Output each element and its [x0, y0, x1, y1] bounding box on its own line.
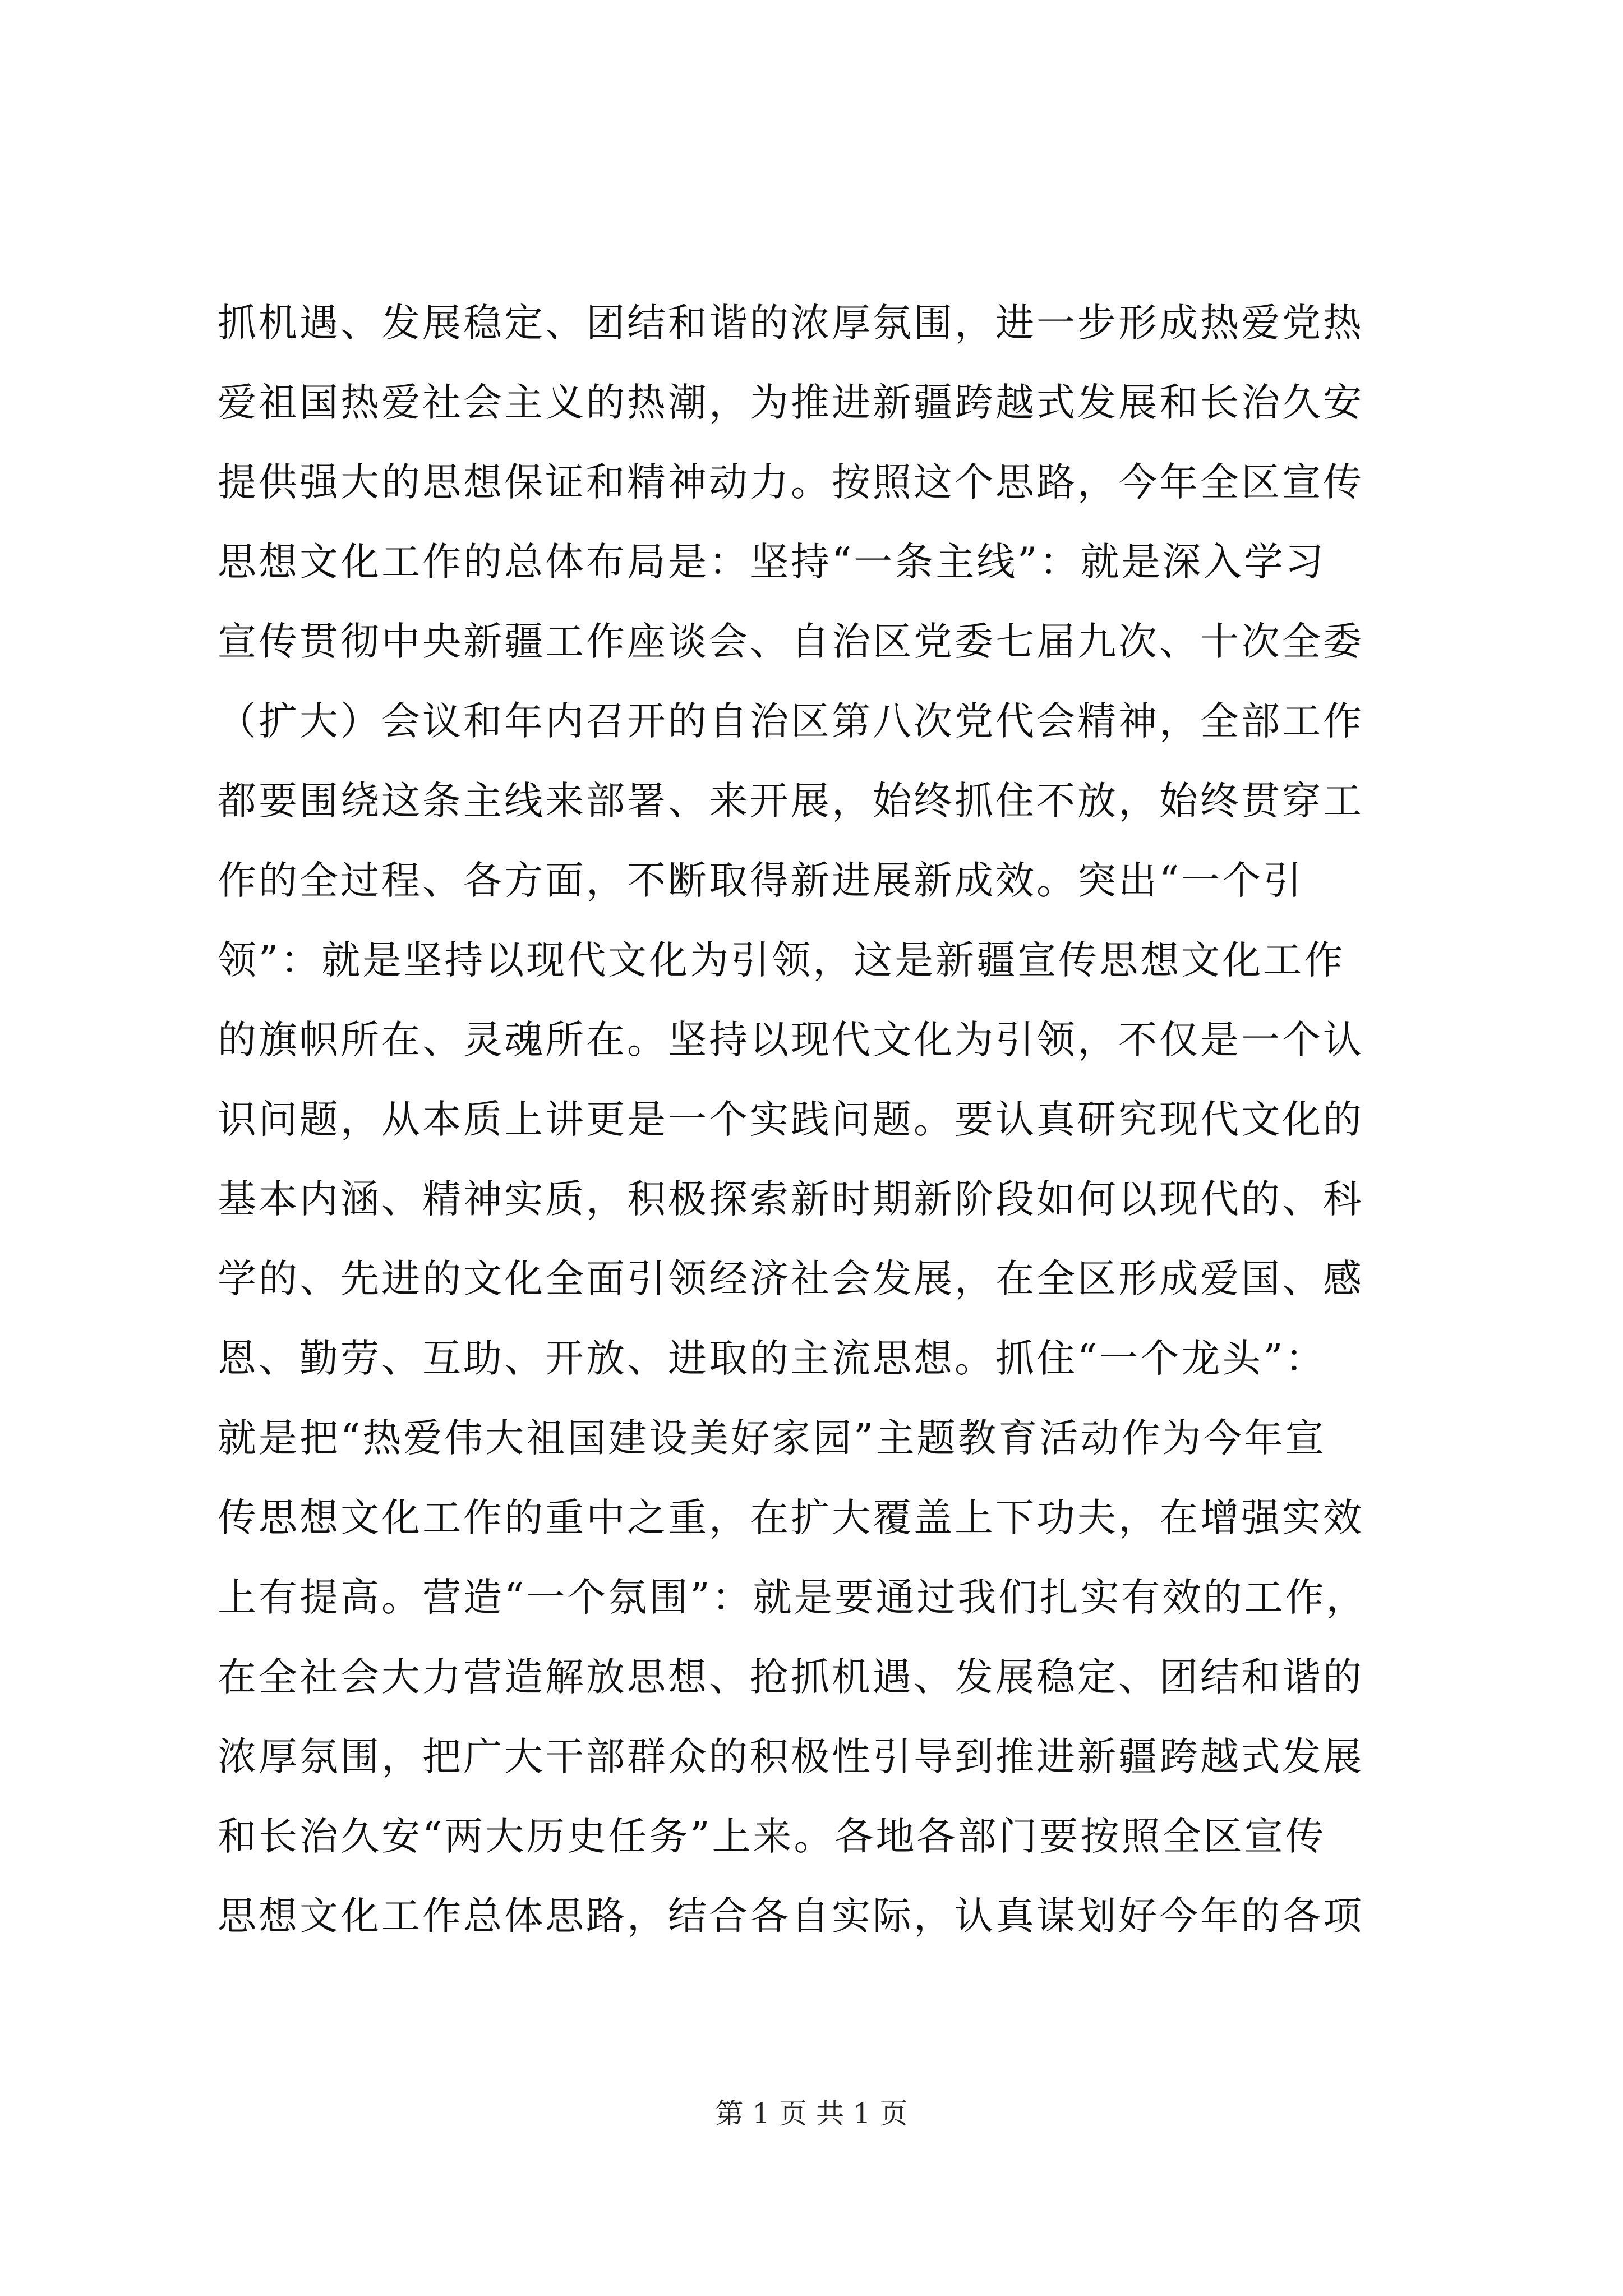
text-line: 传思想文化工作的重中之重，在扩大覆盖上下功夫，在增强实效 [218, 1496, 1364, 1540]
text-line: 恩、勤劳、互助、开放、进取的主流思想。抓住“一个龙头”： [218, 1336, 1326, 1381]
text-line: 基本内涵、精神实质，积极探索新时期新阶段如何以现代的、科 [218, 1177, 1364, 1222]
text-line: 和长治久安“两大历史任务”上来。各地各部门要按照全区宣传 [218, 1814, 1326, 1859]
text-line: 浓厚氛围，把广大干部群众的积极性引导到推进新疆跨越式发展 [218, 1734, 1364, 1779]
text-line: 学的、先进的文化全面引领经济社会发展，在全区形成爱国、感 [218, 1257, 1364, 1301]
text-line: 都要围绕这条主线来部署、来开展，始终抓住不放，始终贯穿工 [218, 779, 1364, 823]
text-line: 上有提高。营造“一个氛围”：就是要通过我们扎实有效的工作， [218, 1575, 1367, 1620]
text-line: 思想文化工作的总体布局是：坚持“一条主线”：就是深入学习 [218, 540, 1326, 585]
text-line: 的旗帜所在、灵魂所在。坚持以现代文化为引领，不仅是一个认 [218, 1018, 1364, 1062]
text-line: （扩大）会议和年内召开的自治区第八次党代会精神，全部工作 [218, 699, 1364, 744]
text-line: 就是把“热爱伟大祖国建设美好家园”主题教育活动作为今年宣 [218, 1416, 1326, 1461]
page-number-footer: 第 1 页 共 1 页 [715, 2097, 908, 2130]
text-line: 爱祖国热爱社会主义的热潮，为推进新疆跨越式发展和长治久安 [218, 380, 1364, 425]
text-line: 宣传贯彻中央新疆工作座谈会、自治区党委七届九次、十次全委 [218, 619, 1364, 664]
text-line: 作的全过程、各方面，不断取得新进展新成效。突出“一个引 [218, 858, 1304, 903]
text-line: 领”：就是坚持以现代文化为引领，这是新疆宣传思想文化工作 [218, 938, 1345, 983]
text-line: 提供强大的思想保证和精神动力。按照这个思路，今年全区宣传 [218, 460, 1364, 505]
text-line: 抓机遇、发展稳定、团结和谐的浓厚氛围，进一步形成热爱党热 [218, 301, 1364, 346]
text-line: 思想文化工作总体思路，结合各自实际，认真谋划好今年的各项 [218, 1894, 1364, 1939]
body-paragraph [218, 283, 1409, 1956]
text-line: 在全社会大力营造解放思想、抢抓机遇、发展稳定、团结和谐的 [218, 1655, 1364, 1700]
text-line: 识问题，从本质上讲更是一个实践问题。要认真研究现代文化的 [218, 1097, 1364, 1142]
